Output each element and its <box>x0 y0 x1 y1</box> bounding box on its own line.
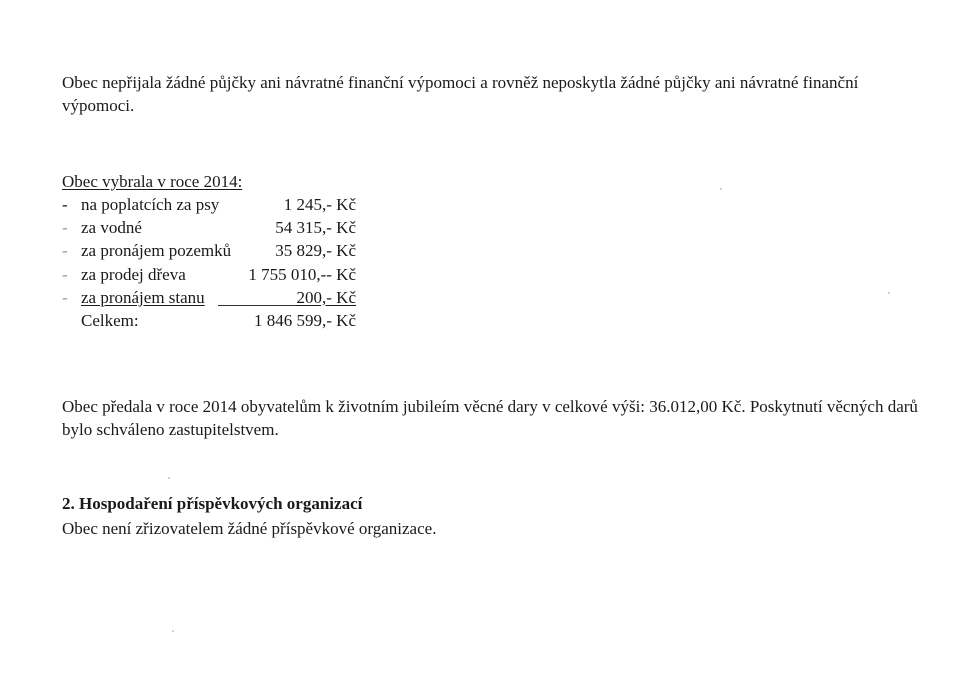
item-amount: 54 315,- Kč <box>275 218 356 238</box>
scan-speck <box>172 630 174 632</box>
scan-speck <box>720 188 722 190</box>
gifts-paragraph: Obec předala v roce 2014 obyvatelům k životním jubileím věcné dary v celkové výši: 36.012,00 Kč. Poskytnutí věcných darů bylo schváleno zastupitelstvem. <box>62 397 918 439</box>
collection-item <box>62 193 356 216</box>
item-label: za prodej dřeva <box>81 264 186 284</box>
collection-item <box>62 216 356 239</box>
total-label: Celkem: <box>81 310 139 330</box>
scan-speck <box>888 292 890 294</box>
item-amount: 35 829,- Kč <box>275 241 356 261</box>
item-amount: 200,- Kč <box>296 287 356 307</box>
item-label: za pronájem stanu <box>81 287 205 307</box>
collection-item <box>62 286 356 309</box>
item-amount: 1 245,- Kč <box>283 195 356 214</box>
list-dash: - <box>62 241 68 261</box>
list-dash: - <box>62 218 68 238</box>
collection-item <box>62 263 356 286</box>
list-dash: - <box>62 264 68 284</box>
collection-heading: Obec vybrala v roce 2014: <box>62 172 243 191</box>
section-heading: 2. Hospodaření příspěvkových organizací <box>62 494 363 513</box>
intro-paragraph: Obec nepřijala žádné půjčky ani návratné finanční výpomoci a rovněž neposkytla žádné půjčky ani návratné finanční výpomoci. <box>62 73 859 115</box>
item-label: na poplatcích za psy <box>81 195 220 214</box>
item-amount: 1 755 010,-- Kč <box>248 264 356 284</box>
scan-speck <box>168 477 170 479</box>
list-dash: - <box>62 195 68 214</box>
list-dash: - <box>62 287 68 307</box>
collection-block <box>62 170 356 332</box>
item-label: za vodné <box>81 218 142 238</box>
collection-item <box>62 239 356 262</box>
collection-total <box>62 309 356 332</box>
section-paragraph: Obec není zřizovatelem žádné příspěvkové organizace. <box>62 519 437 538</box>
total-amount: 1 846 599,- Kč <box>254 310 356 330</box>
item-label: za pronájem pozemků <box>81 241 232 261</box>
